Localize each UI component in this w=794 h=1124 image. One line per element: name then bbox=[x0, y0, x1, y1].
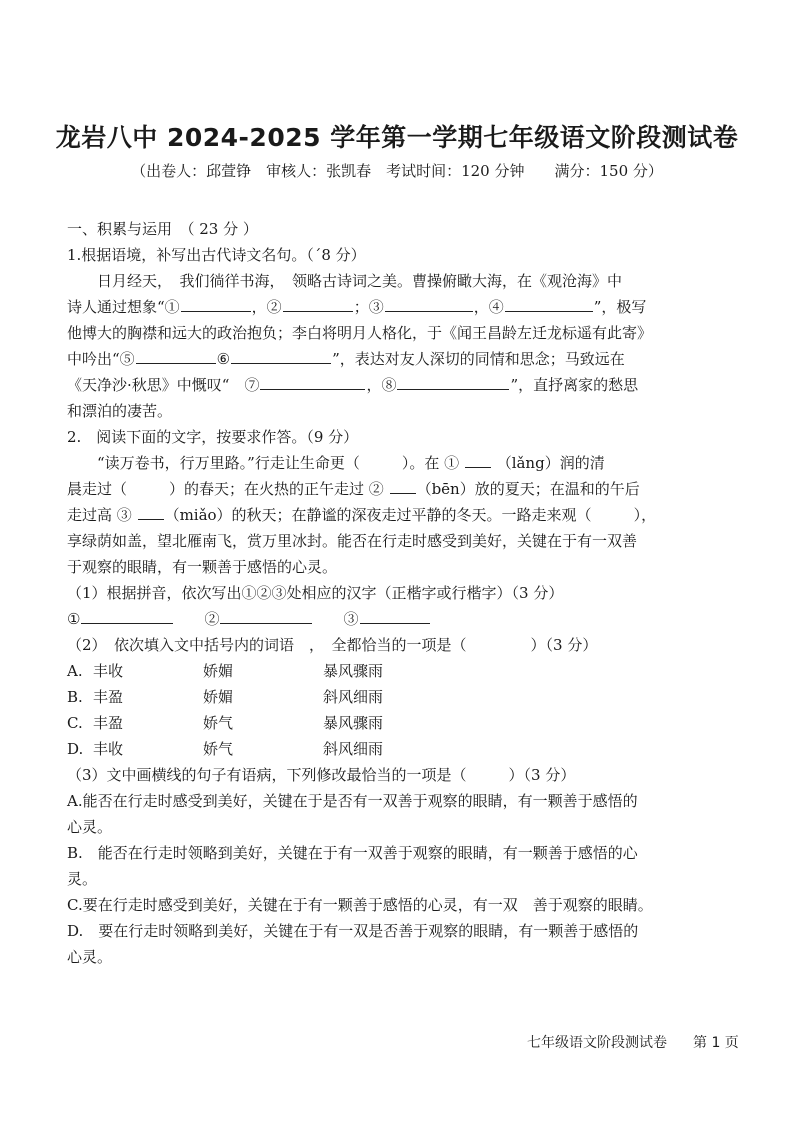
page-number: 第 1 页 bbox=[693, 1035, 739, 1051]
passage-line: 晨走过（ ）的春天；在火热的正午走过 ② （bēn）放的夏天；在温和的午后 bbox=[67, 476, 735, 502]
option-b[interactable]: B. 能否在行走时领略到美好，关键在于有一双善于观察的眼睛，有一颗善于感悟的心 bbox=[67, 844, 638, 862]
question-1-text: 日月经天， 我们徜徉书海， 领略古诗词之美。曹操俯瞰大海，在《观沧海》中 bbox=[97, 272, 623, 290]
option-d[interactable]: D. 要在行走时领略到美好，关键在于有一双是否善于观察的眼睛，有一颗善于感悟的 bbox=[67, 922, 639, 940]
option-row[interactable]: B. 丰盈 娇媚 斜风细雨 bbox=[67, 688, 384, 706]
answer-blank-2[interactable] bbox=[283, 295, 353, 312]
exam-body bbox=[67, 216, 735, 970]
page-footer bbox=[527, 1032, 739, 1052]
option-row[interactable]: C. 丰盈 娇气 暴风骤雨 bbox=[67, 714, 384, 732]
option-row[interactable]: A. 丰收 娇媚 暴风骤雨 bbox=[67, 662, 384, 680]
passage-line: 于观察的眼睛，有一颗善于感悟的心灵。 bbox=[67, 558, 338, 576]
question-1-stem: 1.根据语境，补写出古代诗文名句。（´8 分） bbox=[67, 246, 366, 264]
question-2-stem: 2. 阅读下面的文字，按要求作答。（9 分） bbox=[67, 428, 359, 446]
passage-line: 走过高 ③ （miǎo）的秋天；在静谧的深夜走过平静的冬天。一路走来观（ ）， bbox=[67, 502, 735, 528]
sub-question-2: （2） 依次填入文中括号内的词语 ， 全都恰当的一项是（ ）（3 分） bbox=[67, 636, 598, 654]
question-1-text: 《天净沙·秋思》中慨叹“ ⑦ ，⑧ ”，直抒离家的愁思 bbox=[67, 372, 735, 398]
question-1-text: 和漂泊的凄苦。 bbox=[67, 402, 173, 420]
answer-blank-pinyin-2[interactable] bbox=[390, 477, 416, 494]
answer-blank-pinyin-1[interactable] bbox=[465, 451, 491, 468]
sub-question-1-answers: ① ② ③ bbox=[67, 606, 735, 632]
answer-blank-4[interactable] bbox=[505, 295, 593, 312]
answer-blank-5[interactable] bbox=[136, 347, 216, 364]
answer-blank-6[interactable] bbox=[231, 347, 331, 364]
option-a[interactable]: A.能否在行走时感受到美好，关键在于是否有一双善于观察的眼睛，有一颗善于感悟的 bbox=[67, 792, 638, 810]
option-c[interactable]: C.要在行走时感受到美好，关键在于有一颗善于感悟的心灵，有一双 善于观察的眼睛。 bbox=[67, 896, 653, 914]
section-heading: 一、积累与运用 （ 23 分 ） bbox=[67, 220, 258, 238]
question-1-text: 中吟出“⑤ ⑥ ”，表达对友人深切的同情和思念；马致远在 bbox=[67, 346, 735, 372]
hanzi-blank-2[interactable] bbox=[220, 607, 312, 624]
sub-question-1: （1）根据拼音，依次写出①②③处相应的汉字（正楷字或行楷字）（3 分） bbox=[67, 584, 564, 602]
option-b-cont: 灵。 bbox=[67, 870, 98, 888]
question-1-text: 他博大的胸襟和远大的政治抱负；李白将明月人格化，于《闻王昌龄左迁龙标遥有此寄》 bbox=[67, 324, 653, 342]
page-title: 龙岩八中 2024-2025 学年第一学期七年级语文阶段测试卷 bbox=[55, 123, 739, 152]
passage-line: 享绿荫如盖，望北雁南飞，赏万里冰封。能否在行走时感受到美好，关键在于有一双善 bbox=[67, 532, 638, 550]
question-1-text: 诗人通过想象“① ，② ；③ ，④ ”，极写 bbox=[67, 294, 735, 320]
hanzi-blank-1[interactable] bbox=[81, 607, 173, 624]
hanzi-blank-3[interactable] bbox=[360, 607, 430, 624]
answer-blank-pinyin-3[interactable] bbox=[138, 503, 164, 520]
option-row[interactable]: D. 丰收 娇气 斜风细雨 bbox=[67, 740, 384, 758]
answer-blank-7[interactable] bbox=[260, 373, 365, 390]
exam-info: （出卷人：邱萱铮 审核人：张凯春 考试时间：120 分钟 满分：150 分） bbox=[131, 162, 663, 180]
answer-blank-8[interactable] bbox=[397, 373, 509, 390]
option-a-cont: 心灵。 bbox=[67, 818, 113, 836]
option-d-cont: 心灵。 bbox=[67, 948, 113, 966]
answer-blank-3[interactable] bbox=[385, 295, 473, 312]
sub-question-3: （3）文中画横线的句子有语病，下列修改最恰当的一项是（ ）（3 分） bbox=[67, 766, 576, 784]
answer-blank-1[interactable] bbox=[181, 295, 251, 312]
passage-line: “读万卷书，行万里路。”行走让生命更（ ）。在 ① （lǎng）润的清 bbox=[67, 450, 735, 476]
footer-label: 七年级语文阶段测试卷 bbox=[527, 1035, 667, 1051]
